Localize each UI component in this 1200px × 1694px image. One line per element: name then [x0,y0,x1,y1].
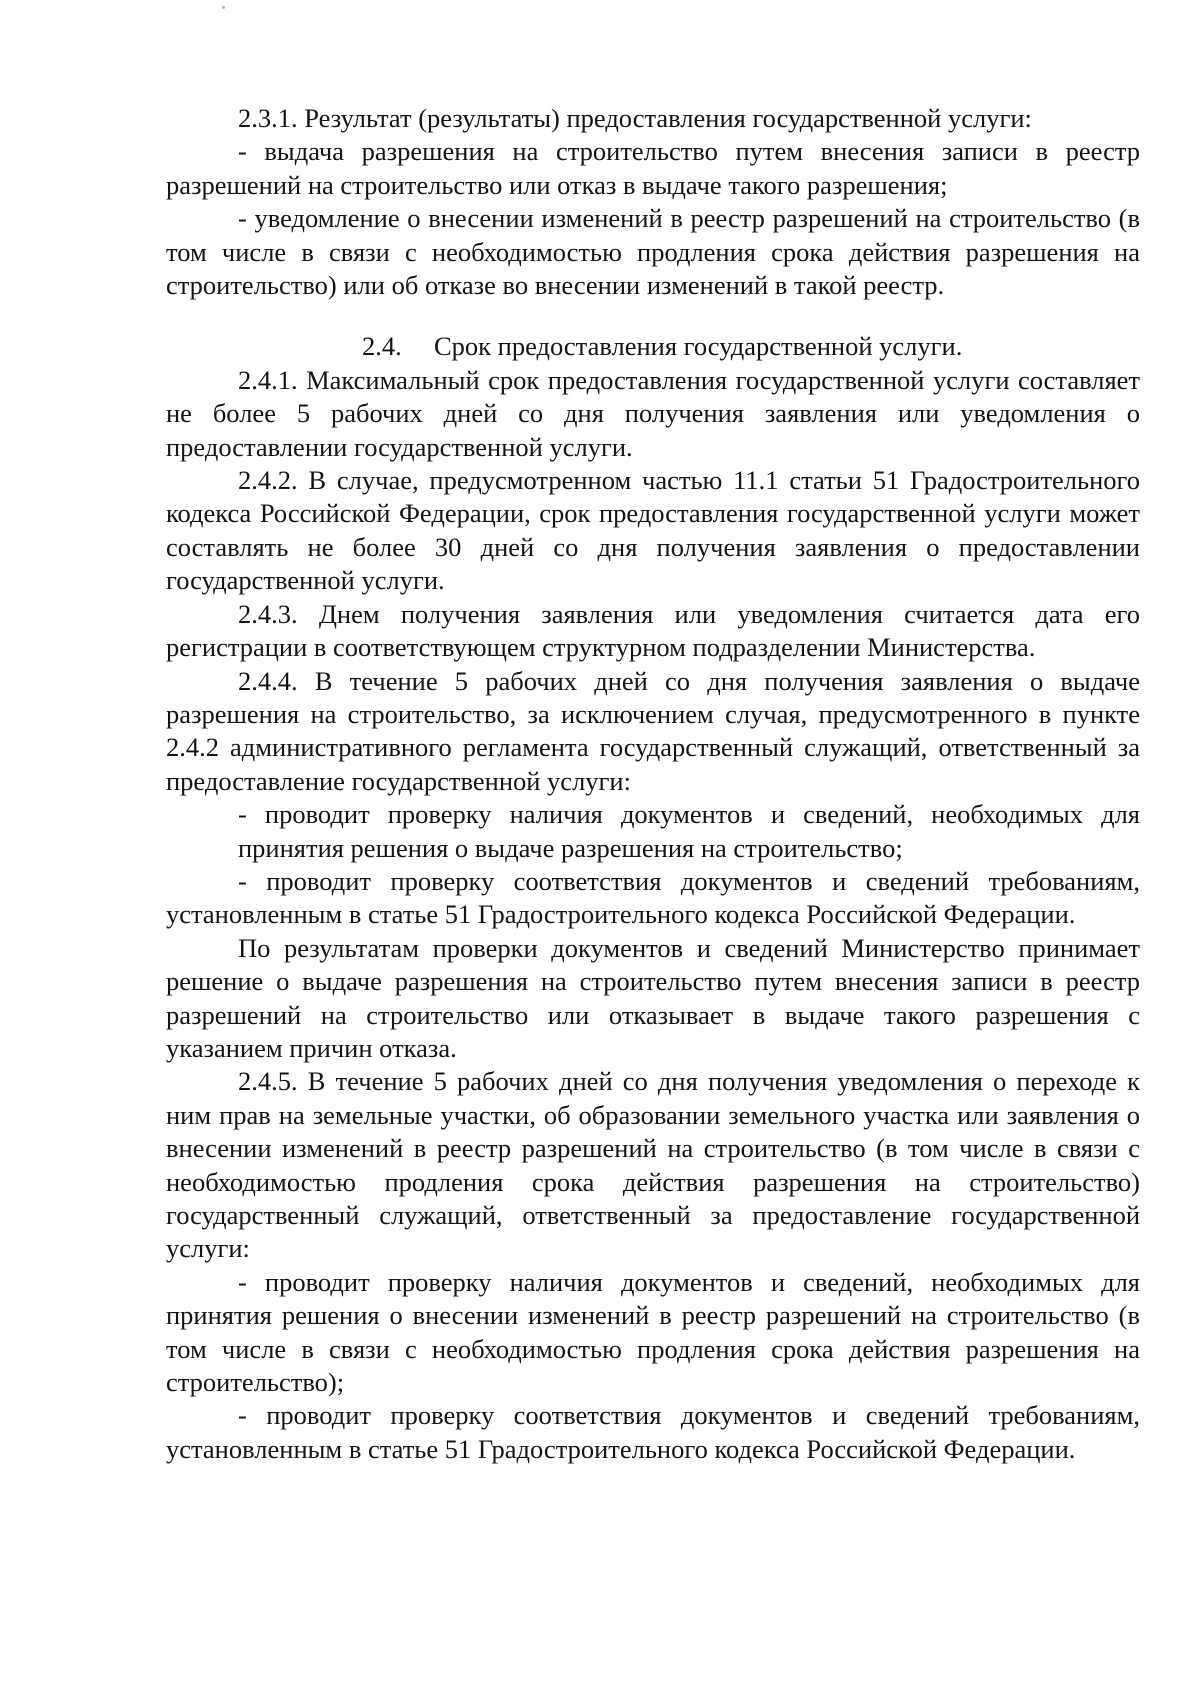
paragraph-check-compliance-changes: - проводит проверку соответствия документов и сведений требованиям, установленным в статье 51 Градостроительного кодекса Российской Федерации. [166,1400,1140,1464]
paragraph-check-results: По результатам проверки документов и сведений Министерство принимает решение о выдаче разрешения на строительство путем внесения записи в реестр разрешений на строительство или отказывает в выдаче такого разрешения с указанием причин отказа. [166,932,1140,1063]
section-heading-2-4 [166,330,1140,363]
paragraph-result-permit: - выдача разрешения на строительство путем внесения записи в реестр разрешений на строительство или отказ в выдаче такого разрешения; [166,136,1140,200]
paragraph-2-4-2: 2.4.2. В случае, предусмотренном частью 11.1 статьи 51 Градостроительного кодекса Российской Федерации, срок предоставления государственной услуги может составлять не более 30 дней со дня получения заявления о предоставлении государственной услуги. [166,465,1140,596]
scan-speck [222,6,225,9]
paragraph-2-4-3: 2.4.3. Днем получения заявления или уведомления считается дата его регистрации в соответствующем структурном подразделении Министерства. [166,598,1140,663]
paragraph-2-4-4: 2.4.4. В течение 5 рабочих дней со дня получения заявления о выдаче разрешения на строительство, за исключением случая, предусмотренного в пункте 2.4.2 административного регламента государственный служащий, ответственный за предоставление государственной услуги: [166,665,1140,796]
paragraph-2-4-5: 2.4.5. В течение 5 рабочих дней со дня получения уведомления о переходе к ним прав на земельные участки, об образовании земельного участка или заявления о внесении изменений в реестр разрешений на строительство (в том числе в связи с необходимостью продления срока действия разрешения на строительство) государственный служащий, ответственный за предоставление государственной услуги: [166,1066,1140,1264]
paragraph-result-notice: - уведомление о внесении изменений в реестр разрешений на строительство (в том числе в связи с необходимостью продления срока действия разрешения на строительство) или об отказе во внесении изменений в такой реестр. [166,203,1140,301]
section-heading-title: Срок предоставления государственной услуги. [434,331,963,362]
document-body [166,102,1140,1466]
section-heading-number: 2.4. [362,331,402,362]
paragraph-check-presence: - проводит проверку наличия документов и сведений, необходимых для принятия решения о выдаче разрешения на строительство; [238,799,1140,863]
paragraph-2-4-1: 2.4.1. Максимальный срок предоставления государственной услуги составляет не более 5 рабочих дней со дня получения заявления или уведомления о предоставлении государственной услуги. [166,364,1140,462]
paragraph-check-presence-changes: - проводит проверку наличия документов и сведений, необходимых для принятия решения о внесении изменений в реестр разрешений на строительство (в том числе в связи с необходимостью продления срока действия разрешения на строительство); [166,1266,1140,1398]
paragraph-2-3-1: 2.3.1. Результат (результаты) предоставления государственной услуги: [238,103,1032,133]
paragraph-check-compliance: - проводит проверку соответствия документов и сведений требованиям, установленным в статье 51 Градостроительного кодекса Российской Федерации. [166,865,1140,930]
